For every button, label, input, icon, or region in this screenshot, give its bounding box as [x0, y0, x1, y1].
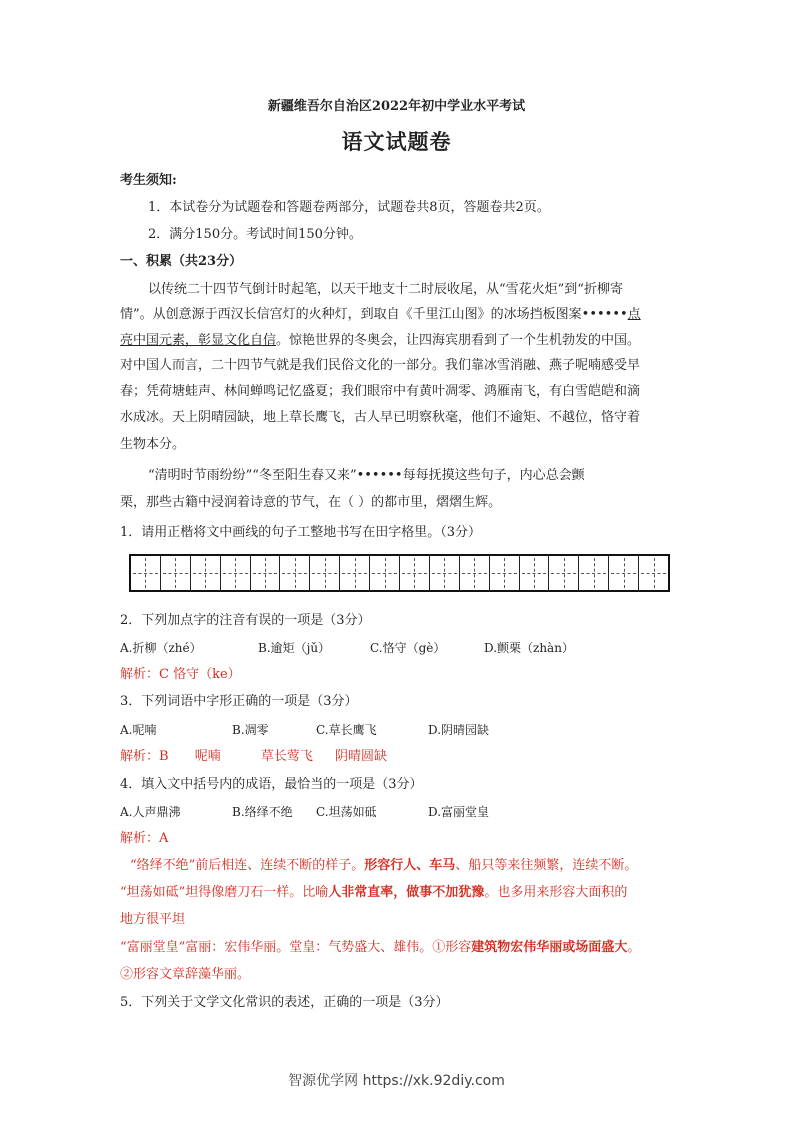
q2-option-c: C.恪守（gè）: [370, 641, 446, 655]
notice-item-2: 2．满分150分。考试时间150分钟。: [148, 227, 362, 242]
q4-explanation-4: ②形容文章辞藻华丽。: [120, 967, 251, 982]
q3-option-d: D.阴晴园缺: [428, 723, 490, 737]
q2-answer: 解析：C 恪守（ke）: [120, 667, 241, 682]
grid-cell[interactable]: [430, 556, 460, 590]
passage-line: [120, 332, 640, 350]
grid-cell[interactable]: [280, 556, 310, 590]
passage-line: “清明时节雨纷纷”“冬至阳生春又来”••••••每每抚摸这些句子，内心总会颤: [148, 468, 585, 483]
question-1-stem: 1．请用正楷将文中画线的句子工整地书写在田字格里。（3分）: [120, 525, 482, 540]
q3-answer: [120, 748, 387, 766]
passage-line: 以传统二十四节气倒计时起笔，以天干地支十二时辰收尾，从“雪花火炬”到“折柳寄: [148, 282, 623, 297]
grid-cell[interactable]: [579, 556, 609, 590]
exam-title: 新疆维吾尔自治区2022年初中学业水平考试: [267, 99, 526, 114]
grid-cell[interactable]: [251, 556, 281, 590]
q3-option-c: C.草长鹰飞: [316, 723, 377, 737]
grid-cell[interactable]: [221, 556, 251, 590]
q3-answer-word: 呢喃: [194, 749, 221, 764]
explanation-emphasis: 建筑物宏伟华丽或场面盛大: [471, 940, 628, 955]
q3-option-b: B.凋零: [232, 723, 269, 737]
q4-option-a: A.人声鼎沸: [120, 805, 181, 819]
q4-explanation-2b: 地方很平坦: [120, 912, 186, 927]
question-4-stem: 4．填入文中括号内的成语，最恰当的一项是（3分）: [120, 777, 423, 792]
question-2-stem: 2．下列加点字的注音有误的一项是（3分）: [120, 613, 371, 628]
passage-line: 对中国人而言，二十四节气就是我们民俗文化的一部分。我们靠冰雪消融、燕子呢喃感受早: [120, 358, 641, 373]
passage-line: 栗，那些古籍中浸润着诗意的节气，在（ ）的都市里，熠熠生辉。: [120, 495, 502, 510]
q2-option-b: B.逾矩（jǔ）: [258, 641, 331, 655]
q4-option-d: D.富丽堂皇: [428, 805, 490, 819]
passage-line: 春；凭荷塘蛙声、林间蝉鸣记忆盛夏；我们眼帘中有黄叶凋零、鸿雁南飞，有白雪皑皑和滴: [120, 384, 641, 399]
q2-option-d: D.颤栗（zhàn）: [484, 641, 574, 655]
grid-cell[interactable]: [400, 556, 430, 590]
q2-option-a: A.折柳（zhé）: [120, 641, 202, 655]
grid-cell[interactable]: [549, 556, 579, 590]
grid-cell[interactable]: [131, 556, 161, 590]
grid-cell[interactable]: [370, 556, 400, 590]
notice-label: 考生须知:: [120, 173, 177, 188]
underlined-sentence: 点: [627, 307, 641, 322]
passage-text: 。惊艳世界的冬奥会，让四海宾朋看到了一个生机勃发的中国。: [276, 333, 641, 348]
explanation-text: “富丽堂皇”富丽：宏伟华丽。堂皇：气势盛大、雄伟。①形容: [120, 940, 472, 955]
q4-explanation-2: [120, 884, 627, 902]
explanation-text: 、船只等来往频繁，连续不断。: [455, 858, 638, 873]
q4-explanation-3: [120, 939, 640, 957]
question-3-stem: 3．下列词语中字形正确的一项是（3分）: [120, 694, 358, 709]
explanation-text: 。: [627, 940, 641, 955]
notice-item-1: 1．本试卷分为试题卷和答题卷两部分，试题卷共8页，答题卷共2页。: [148, 200, 550, 215]
q3-option-a: A.呢喃: [120, 723, 157, 737]
explanation-emphasis: 人非常直率，做事不加犹豫: [328, 885, 485, 900]
watermark: 智源优学网 https://xk.92diy.com: [288, 1073, 505, 1089]
grid-cell[interactable]: [460, 556, 490, 590]
q3-answer-label: 解析：B: [120, 749, 169, 764]
passage-line: [120, 306, 641, 324]
q4-explanation-1: [130, 857, 637, 875]
grid-cell[interactable]: [191, 556, 221, 590]
q3-answer-word: 草长莺飞: [260, 749, 313, 764]
grid-cell[interactable]: [520, 556, 550, 590]
grid-cell[interactable]: [340, 556, 370, 590]
q4-option-c: C.坦荡如砥: [316, 805, 377, 819]
grid-cell[interactable]: [310, 556, 340, 590]
paper-title: 语文试题卷: [341, 129, 452, 154]
explanation-text: “坦荡如砥”坦得像磨刀石一样。比喻: [120, 885, 329, 900]
q4-answer: 解析：A: [120, 831, 169, 846]
writing-grid[interactable]: [129, 554, 670, 592]
grid-cell[interactable]: [490, 556, 520, 590]
section-title: 一、积累（共23分）: [120, 254, 243, 269]
grid-cell[interactable]: [609, 556, 639, 590]
passage-line: 水成冰。天上阴晴园缺，地上草长鹰飞，古人早已明察秋毫，他们不逾矩、不越位，恪守着: [120, 410, 641, 425]
passage-text: 情”。从创意源于西汉长信宫灯的火种灯，到取自《千里江山图》的冰场挡板图案••••••: [120, 307, 628, 322]
passage-line: 生物本分。: [120, 437, 186, 452]
grid-cell[interactable]: [639, 556, 668, 590]
grid-cell[interactable]: [161, 556, 191, 590]
question-5-stem: 5．下列关于文学文化常识的表述，正确的一项是（3分）: [120, 995, 449, 1010]
q4-option-b: B.络绎不绝: [232, 805, 293, 819]
underlined-sentence: 亮中国元素，彰显文化自信: [120, 333, 277, 348]
explanation-text: 。也多用来形容大面积的: [484, 885, 628, 900]
explanation-text: “络绎不绝”前后相连、连续不断的样子。: [130, 858, 365, 873]
explanation-emphasis: 形容行人、车马: [364, 858, 456, 873]
q3-answer-word: 阴晴圆缺: [335, 749, 388, 764]
